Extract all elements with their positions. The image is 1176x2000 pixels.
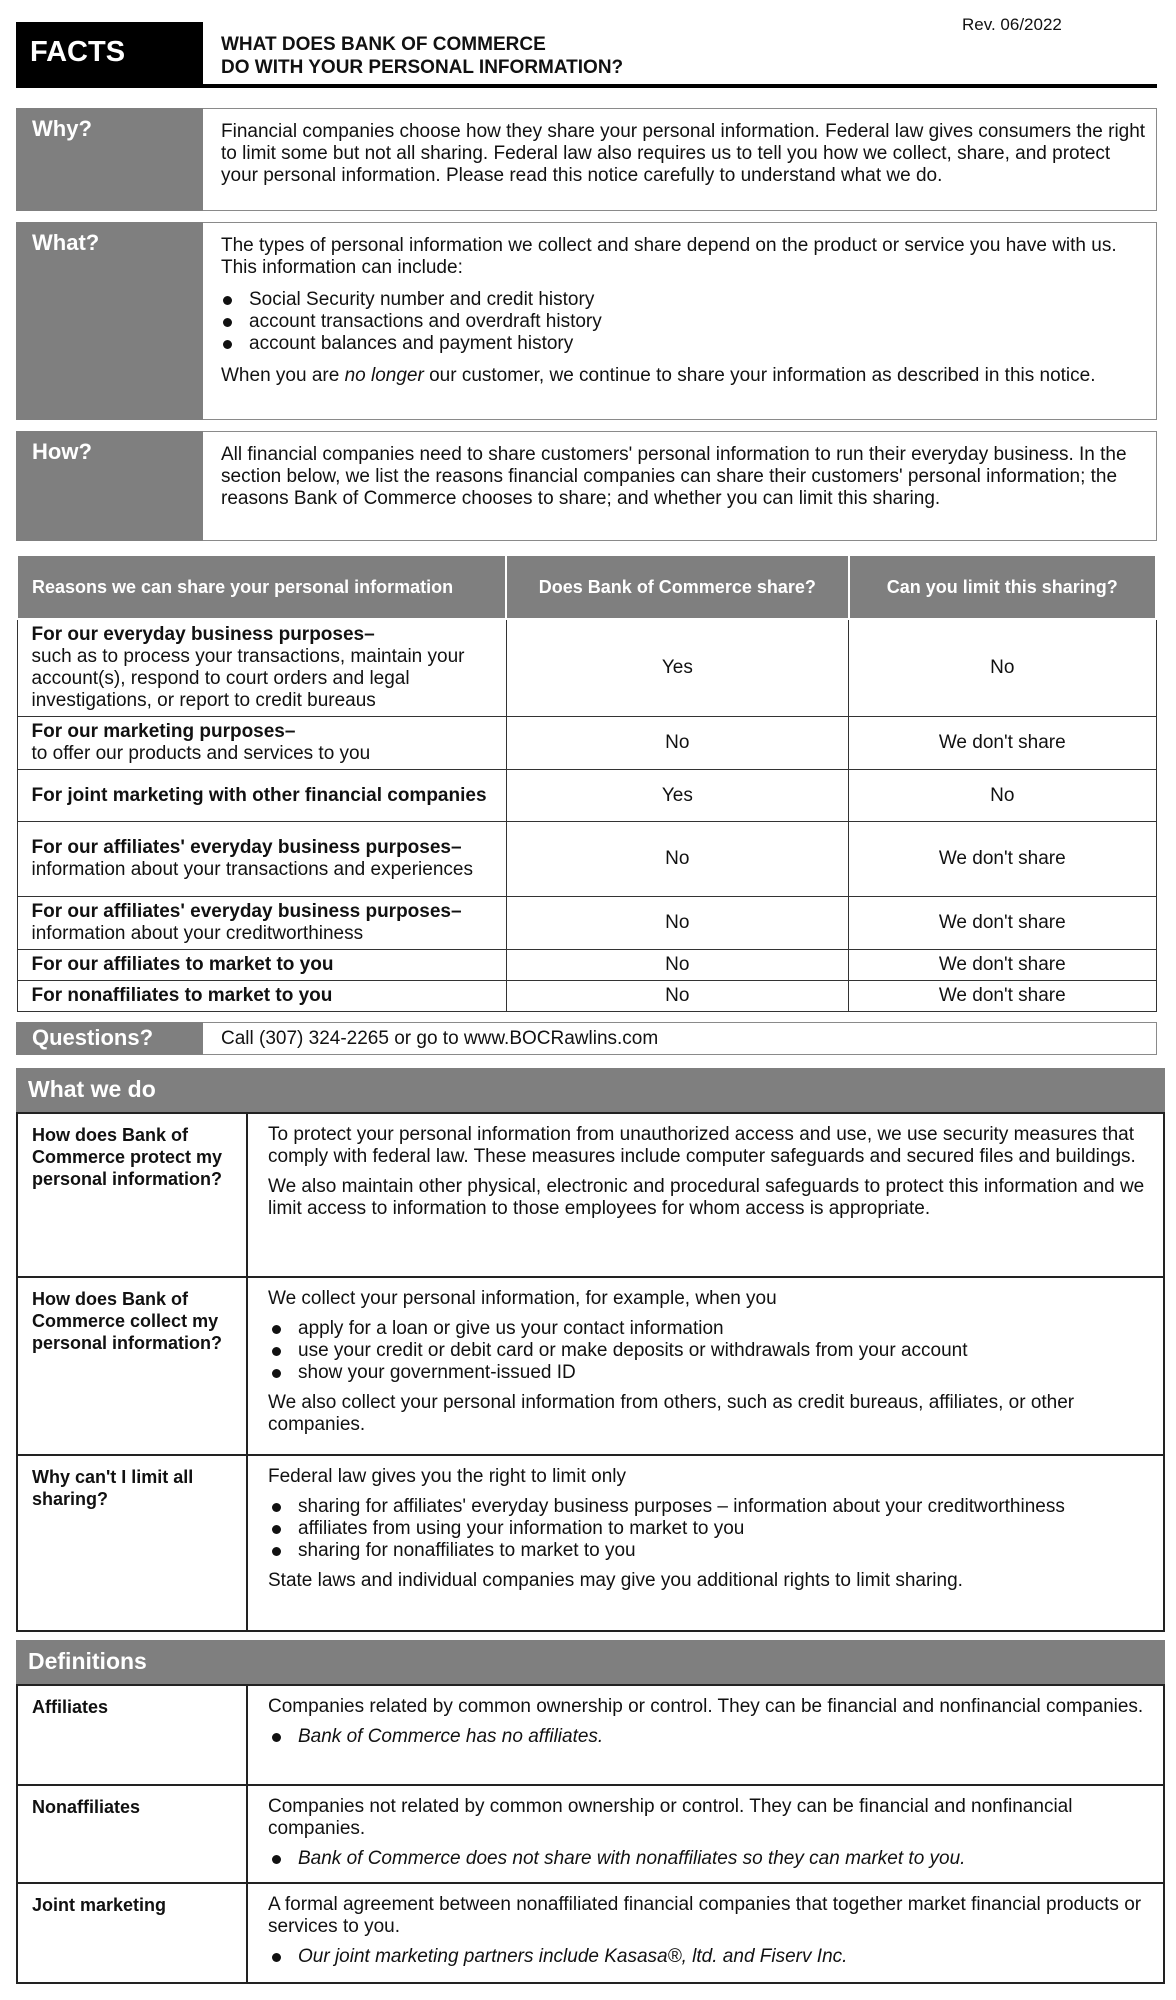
share-cell: No	[506, 950, 848, 981]
questions-label: Questions?	[16, 1022, 203, 1055]
definition-row-nonaffiliates	[16, 1786, 1165, 1884]
what-we-do-section	[16, 1068, 1165, 1632]
what-list	[221, 289, 1146, 355]
nonaffiliates-note-list	[268, 1848, 1157, 1870]
term-nonaffiliates: Nonaffiliates	[18, 1786, 248, 1882]
protect-paragraph-1: To protect your personal information from unauthorized access and use, we use security measures that comply with federal law. These measures include computer safeguards and secured files and buildings.	[268, 1124, 1136, 1167]
what-outro	[221, 365, 1146, 387]
questions-section	[16, 1022, 1157, 1055]
what-section	[16, 222, 1157, 420]
list-item: affiliates from using your information to market to you	[268, 1518, 1157, 1540]
revision-date: Rev. 06/2022	[962, 15, 1062, 34]
share-cell: Yes	[506, 770, 848, 822]
what-intro: The types of personal information we collect and share depend on the product or service you have with us. This information can include:	[221, 235, 1117, 278]
reason-cell	[17, 950, 506, 981]
protect-question: How does Bank of Commerce protect my personal information?	[18, 1114, 248, 1276]
collect-row	[16, 1278, 1165, 1456]
limit-cell: No	[849, 619, 1156, 717]
table-row	[17, 950, 1156, 981]
what-body	[203, 222, 1157, 420]
title-line-2: DO WITH YOUR PERSONAL INFORMATION?	[221, 57, 624, 78]
joint-marketing-note-list	[268, 1946, 1157, 1968]
header-can-limit: Can you limit this sharing?	[849, 555, 1156, 619]
table-header-row	[17, 555, 1156, 619]
definition-row-affiliates	[16, 1684, 1165, 1786]
joint-marketing-definition-text: A formal agreement between nonaffiliated financial companies that together market financial products or services to you.	[268, 1894, 1142, 1937]
facts-header	[16, 22, 1157, 88]
table-row	[17, 897, 1156, 950]
reason-title: For joint marketing with other financial companies	[31, 784, 487, 806]
how-body	[203, 431, 1157, 541]
share-cell: No	[506, 897, 848, 950]
reason-title: For our affiliates' everyday business purposes–	[31, 901, 462, 922]
definition-nonaffiliates	[248, 1786, 1163, 1882]
protect-paragraph-2: We also maintain other physical, electronic and procedural safeguards to protect this information and we limit access to information to those employees for whom access is appropriate.	[268, 1176, 1145, 1219]
reason-title: For our everyday business purposes–	[31, 624, 375, 645]
list-item: apply for a loan or give us your contact information	[268, 1318, 1157, 1340]
reason-detail: to offer our products and services to you	[31, 743, 371, 764]
how-section	[16, 431, 1157, 541]
table-row	[17, 619, 1156, 717]
definition-joint-marketing	[248, 1884, 1163, 1982]
how-text: All financial companies need to share customers' personal information to run their everyday business. In the section below, we list the reasons financial companies can share their customers' personal information; the reasons Bank of Commerce chooses to share; and whether you can limit this sharing.	[221, 444, 1127, 509]
reason-title: For our affiliates to market to you	[31, 954, 334, 975]
definition-row-joint-marketing	[16, 1884, 1165, 1984]
limit-cell: We don't share	[849, 897, 1156, 950]
collect-intro: We collect your personal information, for example, when you	[268, 1288, 777, 1309]
collect-outro: We also collect your personal information from others, such as credit bureaus, affiliates, or other companies.	[268, 1392, 1075, 1435]
what-outro-pre: When you are	[221, 365, 345, 386]
reason-detail: information about your creditworthiness	[31, 923, 364, 944]
table-row	[17, 822, 1156, 897]
limit-answer	[248, 1456, 1163, 1630]
header-reasons: Reasons we can share your personal information	[17, 555, 506, 619]
reason-cell	[17, 822, 506, 897]
how-label: How?	[16, 431, 203, 541]
protect-answer	[248, 1114, 1163, 1276]
table-row	[17, 981, 1156, 1012]
affiliates-note-list	[268, 1726, 1157, 1748]
limit-cell: No	[849, 770, 1156, 822]
list-item: sharing for nonaffiliates to market to you	[268, 1540, 1157, 1562]
reason-cell	[17, 619, 506, 717]
what-label: What?	[16, 222, 203, 420]
affiliates-note: Bank of Commerce has no affiliates.	[268, 1726, 1157, 1748]
affiliates-definition-text: Companies related by common ownership or control. They can be financial and nonfinancial companies.	[268, 1696, 1144, 1717]
joint-marketing-note: Our joint marketing partners include Kasasa®, ltd. and Fiserv Inc.	[268, 1946, 1157, 1968]
definitions-heading: Definitions	[16, 1640, 1165, 1684]
why-section	[16, 108, 1157, 211]
reason-cell	[17, 717, 506, 770]
table-row	[17, 717, 1156, 770]
limit-intro: Federal law gives you the right to limit only	[268, 1466, 626, 1487]
reason-title: For our marketing purposes–	[31, 721, 296, 742]
table-row	[17, 770, 1156, 822]
limit-cell: We don't share	[849, 717, 1156, 770]
list-item: Social Security number and credit history	[221, 289, 1146, 311]
reason-cell	[17, 897, 506, 950]
limit-cell: We don't share	[849, 981, 1156, 1012]
share-cell: No	[506, 822, 848, 897]
share-cell: Yes	[506, 619, 848, 717]
list-item: show your government-issued ID	[268, 1362, 1157, 1384]
limit-row	[16, 1456, 1165, 1632]
what-outro-emphasis: no longer	[344, 365, 424, 386]
document-title	[221, 33, 623, 79]
reason-detail: such as to process your transactions, maintain your account(s), respond to court orders and legal investigations, or report to credit bureaus	[31, 646, 465, 711]
protect-row	[16, 1112, 1165, 1278]
list-item: use your credit or debit card or make deposits or withdrawals from your account	[268, 1340, 1157, 1362]
term-joint-marketing: Joint marketing	[18, 1884, 248, 1982]
collect-question: How does Bank of Commerce collect my personal information?	[18, 1278, 248, 1454]
reason-cell	[17, 770, 506, 822]
reason-title: For our affiliates' everyday business purposes–	[31, 837, 462, 858]
term-affiliates: Affiliates	[18, 1686, 248, 1784]
collect-list	[268, 1318, 1157, 1384]
reason-detail: information about your transactions and experiences	[31, 859, 473, 880]
header-does-share: Does Bank of Commerce share?	[506, 555, 848, 619]
limit-outro: State laws and individual companies may give you additional rights to limit sharing.	[268, 1570, 963, 1591]
share-cell: No	[506, 981, 848, 1012]
list-item: account balances and payment history	[221, 333, 1146, 355]
definitions-section	[16, 1640, 1165, 1984]
why-body	[203, 108, 1157, 211]
reason-title: For nonaffiliates to market to you	[31, 985, 333, 1006]
share-cell: No	[506, 717, 848, 770]
why-label: Why?	[16, 108, 203, 211]
limit-cell: We don't share	[849, 950, 1156, 981]
nonaffiliates-note: Bank of Commerce does not share with nonaffiliates so they can market to you.	[268, 1848, 1157, 1870]
questions-text: Call (307) 324-2265 or go to www.BOCRawlins.com	[203, 1022, 1157, 1055]
nonaffiliates-definition-text: Companies not related by common ownership or control. They can be financial and nonfinancial companies.	[268, 1796, 1073, 1839]
sharing-table	[16, 554, 1157, 1012]
limit-list	[268, 1496, 1157, 1562]
limit-question: Why can't I limit all sharing?	[18, 1456, 248, 1630]
list-item: sharing for affiliates' everyday business purposes – information about your creditworthiness	[268, 1496, 1157, 1518]
what-outro-post: our customer, we continue to share your information as described in this notice.	[423, 365, 1096, 386]
limit-cell: We don't share	[849, 822, 1156, 897]
list-item: account transactions and overdraft history	[221, 311, 1146, 333]
reason-cell	[17, 981, 506, 1012]
definition-affiliates	[248, 1686, 1163, 1784]
title-line-1: WHAT DOES BANK OF COMMERCE	[221, 34, 546, 55]
why-text: Financial companies choose how they share your personal information. Federal law gives consumers the right to limit some but not all sharing. Federal law also requires us to tell you how we collect, share, and protect your personal information. Please read this notice carefully to understand what we do.	[221, 121, 1146, 186]
collect-answer	[248, 1278, 1163, 1454]
what-we-do-heading: What we do	[16, 1068, 1165, 1112]
facts-label: FACTS	[16, 22, 203, 86]
